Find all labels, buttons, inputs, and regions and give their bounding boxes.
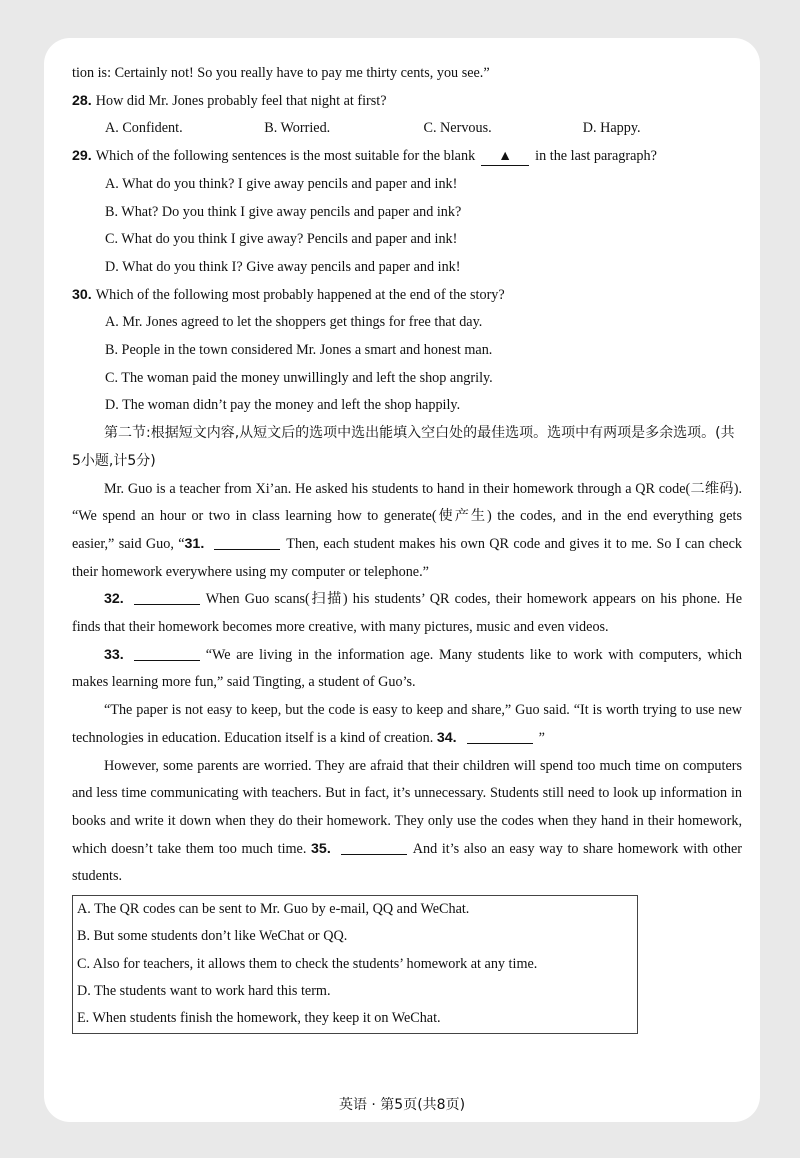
question-text: Which of the following sentences is the most suitable for the blank bbox=[95, 148, 476, 165]
question-29 bbox=[72, 143, 742, 171]
option[interactable]: B. What? Do you think I give away pencils and paper and ink? bbox=[105, 203, 462, 220]
blank-number: 33. bbox=[104, 646, 124, 663]
option[interactable]: D. Happy. bbox=[582, 120, 641, 137]
passage-text: And it’s also an easy way to share homework with other students. bbox=[72, 840, 743, 885]
question-number: 30. bbox=[72, 286, 92, 303]
option[interactable]: A. Confident. bbox=[105, 120, 183, 137]
passage-paragraph bbox=[72, 642, 742, 697]
answer-blank[interactable] bbox=[341, 840, 407, 855]
question-28 bbox=[72, 88, 742, 116]
question-text-end: in the last paragraph? bbox=[535, 148, 657, 165]
passage-paragraph bbox=[72, 753, 742, 892]
choice-item[interactable]: C. Also for teachers, it allows them to check the students’ homework at any time. bbox=[77, 955, 538, 972]
passage-text: “The paper is not easy to keep, but the code is easy to keep and share,” Guo said. “It is worth trying to use new technologies in education. Education itself is a kind of creation. bbox=[72, 702, 742, 746]
choice-item[interactable]: A. The QR codes can be sent to Mr. Guo by e-mail, QQ and WeChat. bbox=[77, 901, 470, 918]
choice-item[interactable]: D. The students want to work hard this term. bbox=[77, 982, 331, 999]
blank-number: 34. bbox=[436, 729, 457, 746]
lead-in-text: tion is: Certainly not! So you really have to pay me thirty cents, you see.” bbox=[72, 65, 490, 81]
passage-paragraph bbox=[72, 586, 742, 641]
page-content bbox=[72, 60, 742, 1034]
passage-text: ” bbox=[538, 729, 545, 746]
section-title: 第二节:根据短文内容,从短文后的选项中选出能填入空白处的最佳选项。选项中有两项是多余选项。(共5小题,计5分) bbox=[72, 425, 735, 469]
question-30 bbox=[72, 282, 742, 310]
choice-item[interactable]: E. When students finish the homework, they keep it on WeChat. bbox=[77, 1010, 441, 1027]
option[interactable]: D. What do you think I? Give away pencils and paper and ink! bbox=[105, 258, 461, 275]
answer-blank[interactable] bbox=[214, 535, 280, 550]
question-text: Which of the following most probably happened at the end of the story? bbox=[95, 286, 505, 303]
option[interactable]: B. People in the town considered Mr. Jones a smart and honest man. bbox=[105, 342, 493, 359]
passage-text: When Guo scans(扫描) his students’ QR codes, their homework appears on his phone. He finds that their homework becomes more creative, with many pictures, music and even videos. bbox=[72, 591, 742, 636]
exam-page bbox=[44, 38, 760, 1122]
option[interactable]: C. Nervous. bbox=[423, 120, 492, 137]
triangle-blank: ▲ bbox=[481, 147, 529, 166]
q28-options bbox=[72, 115, 742, 143]
passage-paragraph bbox=[72, 476, 742, 587]
choices-box bbox=[72, 895, 638, 1033]
option[interactable]: C. The woman paid the money unwillingly and left the shop angrily. bbox=[105, 369, 493, 386]
option[interactable]: C. What do you think I give away? Pencils and paper and ink! bbox=[105, 231, 458, 248]
option[interactable]: B. Worried. bbox=[264, 120, 331, 137]
question-number: 29. bbox=[72, 148, 92, 165]
page-footer: 英语 · 第5页(共8页) bbox=[338, 1097, 466, 1113]
answer-blank[interactable] bbox=[134, 590, 200, 605]
option[interactable]: D. The woman didn’t pay the money and left the shop happily. bbox=[105, 397, 461, 414]
answer-blank[interactable] bbox=[134, 646, 200, 661]
passage-text: Then, each student makes his own QR code and gives it to me. So I can check their homework everywhere using my computer or telephone.” bbox=[72, 535, 742, 580]
passage-text: “We are living in the information age. Many students like to work with computers, which makes learning more fun,” said Tingting, a student of Guo’s. bbox=[72, 646, 742, 691]
choice-item[interactable]: B. But some students don’t like WeChat or QQ. bbox=[77, 928, 348, 945]
question-number: 28. bbox=[72, 92, 92, 109]
passage-paragraph bbox=[72, 697, 742, 752]
answer-blank[interactable] bbox=[467, 729, 533, 744]
option[interactable]: A. What do you think? I give away pencils and paper and ink! bbox=[105, 175, 458, 192]
question-text: How did Mr. Jones probably feel that night at first? bbox=[95, 92, 387, 109]
passage-text: Mr. Guo is a teacher from Xi’an. He asked his students to hand in their homework through a QR code(二维码). “We spend an hour or two in class learning how to generate(使产生) the codes, and in the end everything gets easier,” said Guo, “ bbox=[72, 480, 742, 552]
blank-number: 35. bbox=[311, 840, 331, 857]
blank-number: 32. bbox=[104, 591, 124, 608]
passage-text: However, some parents are worried. They are afraid that their children will spend too much time on computers and less time communicating with teachers. But in fact, it’s unnecessary. Students still need to look up information in books and write it down when they do their homework. They only use the codes when they hand in their homework, which doesn’t take them too much time. bbox=[72, 757, 742, 857]
option[interactable]: A. Mr. Jones agreed to let the shoppers get things for free that day. bbox=[105, 314, 483, 331]
blank-number: 31. bbox=[184, 535, 205, 552]
